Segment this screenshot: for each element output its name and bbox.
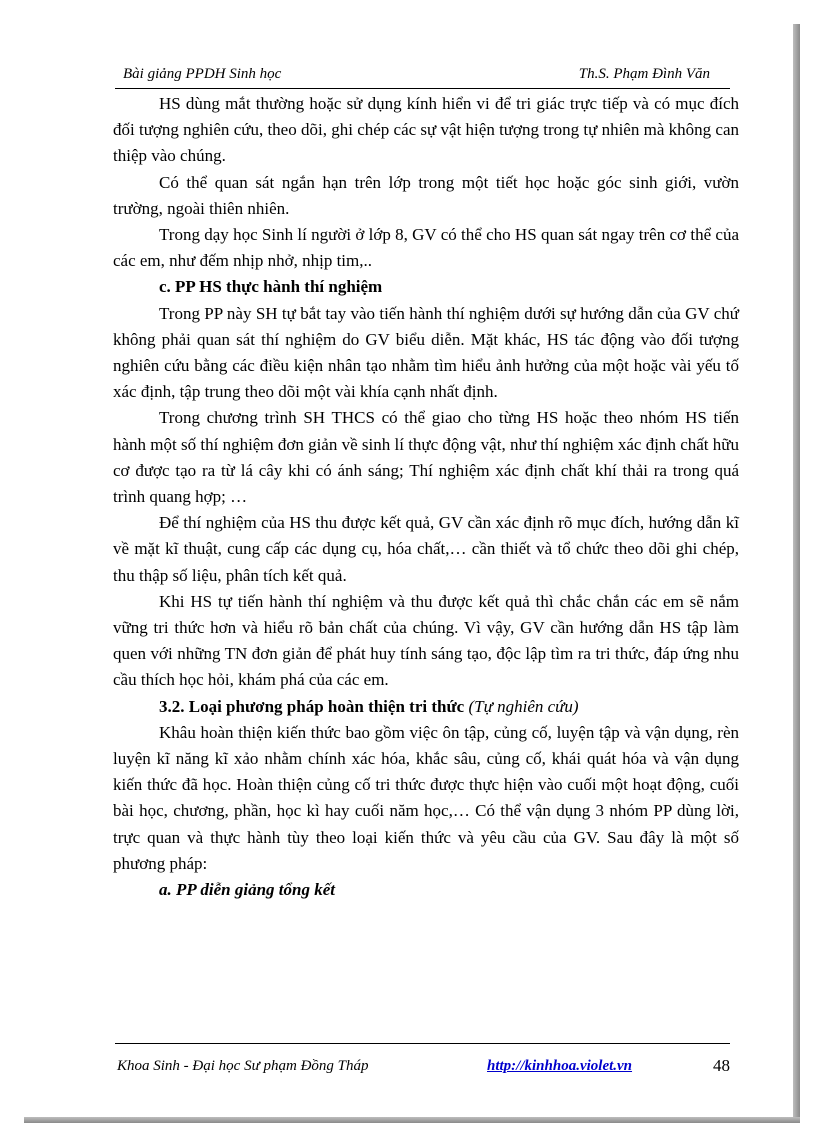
paragraph-short-term-observation: Có thể quan sát ngắn hạn trên lớp trong một tiết học hoặc góc sinh giới, vườn trường, ngoài thiên nhiên.: [113, 172, 739, 218]
paragraph-experiment-benefits: Khi HS tự tiến hành thí nghiệm và thu được kết quả thì chắc chắn các em sẽ nắm vững tri thức hơn và hiểu rõ bản chất của chúng. Vì vậy, GV cần hướng dẫn HS tập làm quen với những TN đơn giản để phát huy tính sáng tạo, độc lập tìm ra tri thức, đáp ứng nhu cầu thích học hỏi, khám phá của các em.: [113, 591, 739, 690]
paragraph-grade8-example: Trong dạy học Sinh lí người ở lớp 8, GV có thể cho HS quan sát ngay trên cơ thể của các em, như đếm nhịp nhở, nhịp tim,..: [113, 225, 739, 271]
paragraph-thcs-experiments: Trong chương trình SH THCS có thể giao cho từng HS hoặc theo nhóm HS tiến hành một số thí nghiệm đơn giản về sinh lí thực động vật, như thí nghiệm xác định chất hữu cơ được tạo ra từ lá cây khi có ánh sáng; Thí nghiệm xác định chất khí thải ra trong quá trình quang hợp; …: [113, 408, 739, 507]
footer-website-link[interactable]: http://kinhhoa.violet.vn: [487, 1058, 633, 1074]
page-footer: [115, 1043, 730, 1084]
heading-self-study-note: (Tự nghiên cứu): [468, 696, 579, 716]
page-shadow-bottom: [24, 1117, 800, 1123]
paragraph-experiment-description: Trong PP này SH tự bắt tay vào tiến hành thí nghiệm dưới sự hướng dẫn của GV chứ không phải quan sát thí nghiệm do GV biểu diễn. Mặt khác, HS tác động vào đối tượng nghiên cứu bằng các điều kiện nhân tạo nhằm tìm hiểu ảnh hưởng của một hoặc vài yếu tố xác định, tập trung theo dõi một vài khía cạnh nhất định.: [113, 303, 739, 402]
page-body: [113, 91, 739, 903]
heading-experiment-practice: c. PP HS thực hành thí nghiệm: [159, 277, 383, 297]
page-shadow-right: [793, 24, 800, 1117]
heading-summary-lecture: a. PP diễn giảng tổng kết: [159, 880, 335, 900]
paragraph-knowledge-completion: Khâu hoàn thiện kiến thức bao gồm việc ôn tập, củng cố, luyện tập và vận dụng, rèn luyện kĩ năng kĩ xảo nhằm chính xác hóa, khắc sâu, củng cố, khái quát hóa và vận dụng kiến thức đã học. Hoàn thiện củng cố tri thức được thực hiện vào cuối một hoạt động, cuối bài học, chương, phần, học kì hay cuối năm học,… Có thể vận dụng 3 nhóm PP dùng lời, trực quan và thực hành tùy theo loại kiến thức và yêu cầu của GV. Sau đây là một số phương pháp:: [113, 722, 739, 873]
paragraph-observation-method: HS dùng mắt thường hoặc sử dụng kính hiển vi để tri giác trực tiếp và có mục đích đối tượng nghiên cứu, theo dõi, ghi chép các sự vật hiện tượng trong tự nhiên mà không can thiệp vào chúng.: [113, 94, 739, 166]
header-course-title: Bài giảng PPDH Sinh học: [123, 66, 282, 82]
page-header: [115, 60, 730, 89]
heading-knowledge-completion: [113, 694, 739, 720]
page-number: 48: [713, 1056, 730, 1075]
footer-institution: Khoa Sinh - Đại học Sư phạm Đồng Tháp: [117, 1058, 369, 1074]
paragraph-experiment-guidance: Để thí nghiệm của HS thu được kết quả, GV cần xác định rõ mục đích, hướng dẫn kĩ về mặt kĩ thuật, cung cấp các dụng cụ, hóa chất,… cần thiết và tổ chức theo dõi ghi chép, thu thập số liệu, phân tích kết quả.: [113, 513, 739, 585]
heading-knowledge-completion-title: 3.2. Loại phương pháp hoàn thiện tri thức: [159, 696, 465, 716]
header-author: Th.S. Phạm Đình Văn: [578, 66, 710, 82]
